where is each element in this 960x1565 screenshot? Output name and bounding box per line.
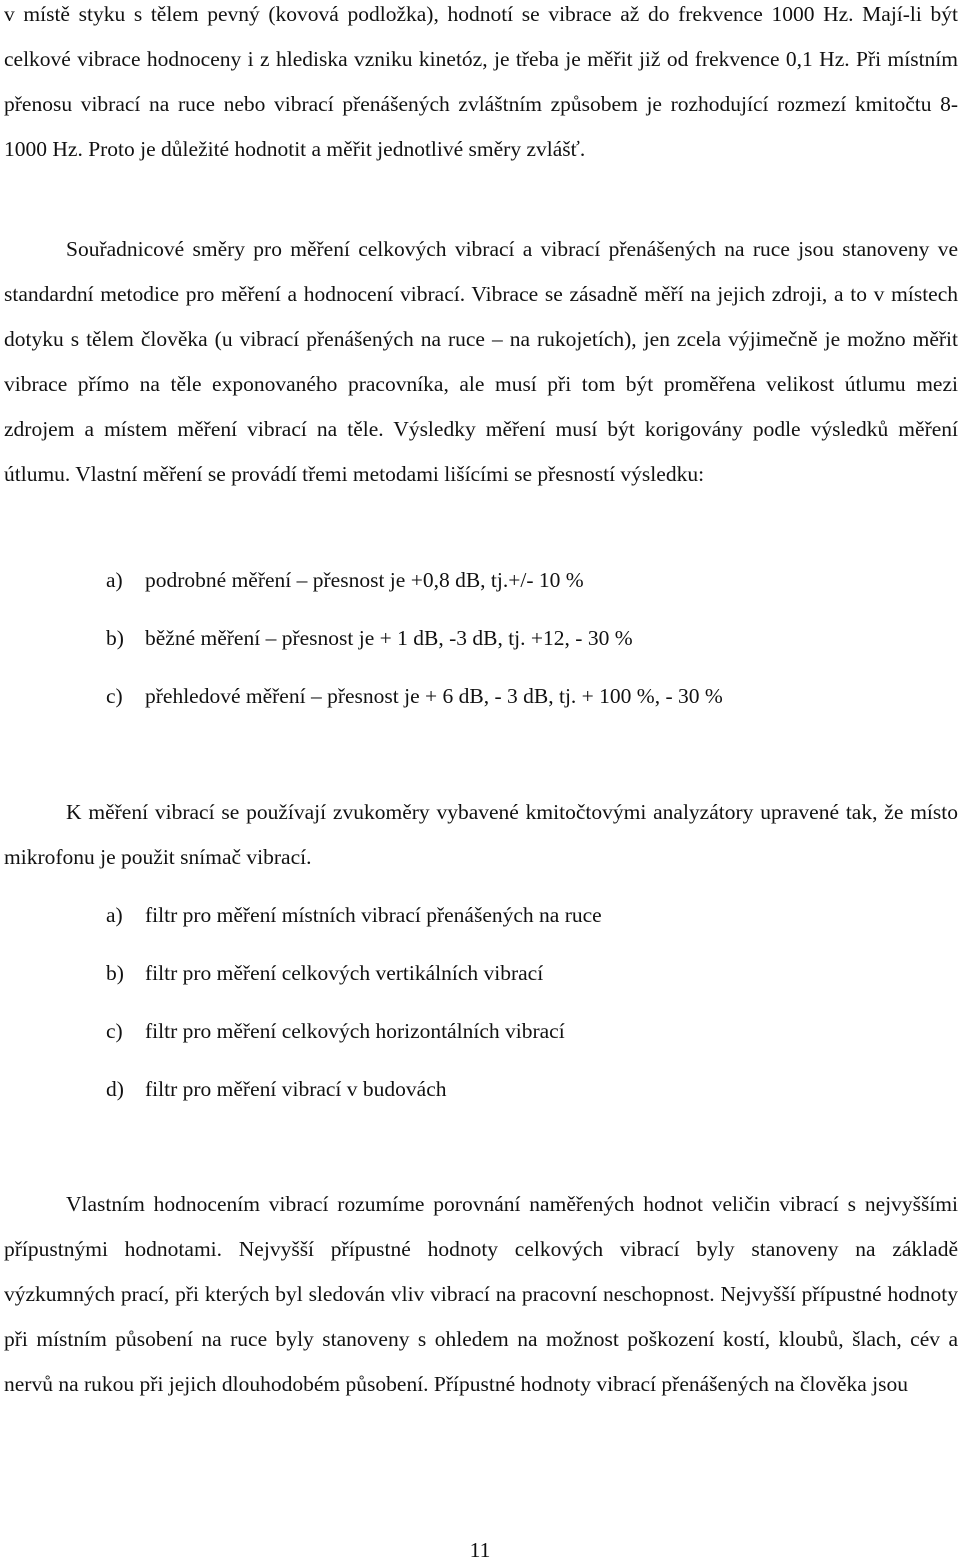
list-item (4, 886, 958, 944)
list-item-text: podrobné měření – přesnost je +0,8 dB, tj.+/- 10 % (145, 568, 584, 592)
list-item (4, 944, 958, 1002)
paragraph-sound-meters: K měření vibrací se používají zvukoměry vybavené kmitočtovými analyzátory upravené tak, že místo mikrofonu je použit snímač vibrací. (4, 800, 958, 869)
paragraph-vibration-assessment: Vlastním hodnocením vibrací rozumíme porovnání naměřených hodnot veličin vibrací s nejvyššími přípustnými hodnotami. Nejvyšší přípustné hodnoty celkových vibrací byly stanoveny na základě výzkumných prací, při kterých byl sledován vliv vibrací na pracovní neschopnost. Nejvyšší přípustné hodnoty při místním působení na ruce byly stanoveny s ohledem na možnost poškození kostí, kloubů, šlach, cév a nervů na rukou při jejich dlouhodobém působení. Přípustné hodnoty vibrací přenášených na člověka jsou (4, 1192, 958, 1396)
list-item (4, 667, 958, 725)
list-item (4, 551, 958, 609)
list-marker: b) (106, 626, 124, 650)
list-item-text: filtr pro měření vibrací v budovách (145, 1077, 447, 1101)
list-marker: d) (106, 1077, 124, 1101)
paragraph-vibration-frequency: v místě styku s tělem pevný (kovová podložka), hodnotí se vibrace až do frekvence 1000 Hz. Mají-li být celkové vibrace hodnoceny i z hlediska vzniku kinetóz, je třeba je měřit již od frekvence 0,1 Hz. Při místním přenosu vibrací na ruce nebo vibrací přenášených zvláštním způsobem je rozhodující rozmezí kmitočtu 8- 1000 Hz. Proto je důležité hodnotit a měřit jednotlivé směry zvlášť. (4, 2, 958, 161)
page-number: 11 (469, 1538, 491, 1562)
paragraph-coordinate-directions: Souřadnicové směry pro měření celkových vibrací a vibrací přenášených na ruce jsou stanoveny ve standardní metodice pro měření a hodnocení vibrací. Vibrace se zásadně měří na jejich zdroji, a to v místech dotyku s tělem člověka (u vibrací přenášených na ruce – na rukojetích), jen zcela výjimečně je možno měřit vibrace přímo na těle exponovaného pracovníka, ale musí při tom být proměřena velikost útlumu mezi zdrojem a místem měření vibrací na těle. Výsledky měření musí být korigovány podle výsledků měření útlumu. Vlastní měření se provádí třemi metodami lišícími se přesností výsledku: (4, 237, 958, 486)
list-marker: a) (106, 903, 123, 927)
list-item (4, 609, 958, 667)
list-item-text: filtr pro měření celkových vertikálních vibrací (145, 961, 544, 985)
list-marker: a) (106, 568, 123, 592)
list-item-text: filtr pro měření místních vibrací přenášených na ruce (145, 903, 602, 927)
list-item-text: běžné měření – přesnost je + 1 dB, -3 dB, tj. +12, - 30 % (145, 626, 633, 650)
list-marker: b) (106, 961, 124, 985)
list-item-text: filtr pro měření celkových horizontálních vibrací (145, 1019, 565, 1043)
list-item (4, 1060, 958, 1118)
list-item (4, 1002, 958, 1060)
list-marker: c) (106, 1019, 123, 1043)
list-marker: c) (106, 684, 123, 708)
list-item-text: přehledové měření – přesnost je + 6 dB, - 3 dB, tj. + 100 %, - 30 % (145, 684, 723, 708)
filters-list (4, 886, 958, 1118)
measurement-methods-list (4, 551, 958, 725)
